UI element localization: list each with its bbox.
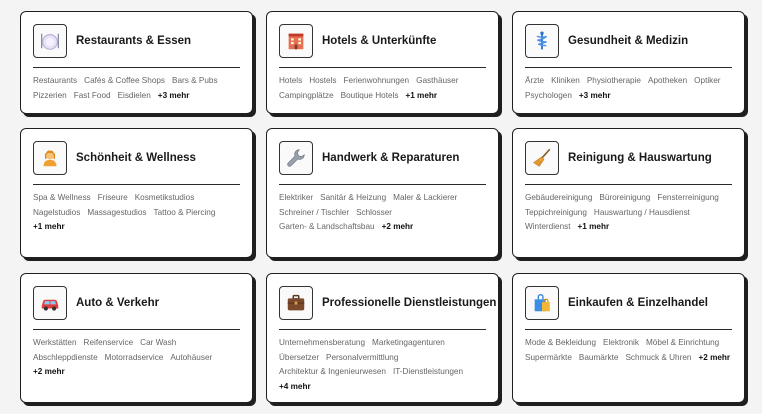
tag-list bbox=[33, 193, 240, 232]
card-title: Professionelle Dienstleistungen bbox=[322, 297, 497, 309]
subcategory-link[interactable]: Reifenservice bbox=[83, 338, 134, 347]
subcategory-link[interactable]: Schreiner / Tischler bbox=[279, 207, 350, 217]
medical-caduceus-icon bbox=[525, 24, 559, 58]
divider bbox=[33, 67, 240, 68]
card-header bbox=[33, 24, 240, 58]
briefcase-icon bbox=[279, 286, 313, 320]
divider bbox=[525, 67, 732, 68]
subcategory-link[interactable]: Bars & Pubs bbox=[172, 76, 218, 85]
person-beauty-icon bbox=[33, 141, 67, 175]
subcategory-link[interactable]: Optiker bbox=[694, 76, 721, 85]
tag-list bbox=[525, 76, 732, 100]
subcategory-link[interactable]: Ärzte bbox=[525, 76, 545, 85]
subcategory-link[interactable]: Cafés & Coffee Shops bbox=[84, 76, 166, 85]
subcategory-link[interactable]: Unternehmensberatung bbox=[279, 338, 366, 347]
subcategory-link[interactable]: Elektronik bbox=[603, 338, 639, 347]
subcategory-link[interactable]: Motorradservice bbox=[104, 352, 164, 362]
card-header bbox=[33, 286, 240, 320]
tag-list bbox=[279, 193, 486, 232]
subcategory-link[interactable]: Schlosser bbox=[356, 207, 393, 217]
subcategory-link[interactable]: Fensterreinigung bbox=[657, 193, 719, 202]
subcategory-link[interactable]: Psychologen bbox=[525, 90, 572, 100]
subcategory-link[interactable]: Übersetzer bbox=[279, 352, 320, 362]
card-title: Einkaufen & Einzelhandel bbox=[568, 297, 708, 309]
card-title: Gesundheit & Medizin bbox=[568, 35, 689, 47]
wrench-icon bbox=[279, 141, 313, 175]
subcategory-link[interactable]: Eisdielen bbox=[117, 90, 151, 100]
subcategory-link[interactable]: Boutique Hotels bbox=[340, 90, 399, 100]
divider bbox=[525, 329, 732, 330]
card-title: Schönheit & Wellness bbox=[76, 152, 196, 164]
category-card-hotels[interactable] bbox=[266, 11, 499, 114]
subcategory-link[interactable]: Autohäuser bbox=[170, 352, 213, 362]
subcategory-link[interactable]: Gebäudereinigung bbox=[525, 193, 593, 202]
subcategory-link[interactable]: Spa & Wellness bbox=[33, 193, 91, 202]
category-card-gesundheit[interactable] bbox=[512, 11, 745, 114]
card-title: Hotels & Unterkünfte bbox=[322, 35, 437, 47]
subcategory-link[interactable]: Mode & Bekleidung bbox=[525, 338, 597, 347]
more-link[interactable]: +2 mehr bbox=[33, 367, 65, 376]
card-header bbox=[525, 141, 732, 175]
subcategory-link[interactable]: Maler & Lackierer bbox=[393, 193, 458, 202]
subcategory-link[interactable]: Abschleppdienste bbox=[33, 352, 98, 362]
subcategory-link[interactable]: Supermärkte bbox=[525, 352, 572, 362]
subcategory-link[interactable]: Teppichreinigung bbox=[525, 207, 587, 217]
shopping-bags-icon bbox=[525, 286, 559, 320]
divider bbox=[33, 184, 240, 185]
card-header bbox=[279, 24, 486, 58]
divider bbox=[279, 329, 486, 330]
card-title: Restaurants & Essen bbox=[76, 35, 192, 47]
tag-list bbox=[33, 338, 240, 377]
subcategory-link[interactable]: Hostels bbox=[309, 76, 337, 85]
card-header bbox=[279, 286, 497, 320]
card-header bbox=[279, 141, 486, 175]
subcategory-link[interactable]: Kosmetikstudios bbox=[134, 193, 195, 202]
category-card-handwerk[interactable] bbox=[266, 128, 499, 258]
divider bbox=[279, 67, 486, 68]
subcategory-link[interactable]: Friseure bbox=[97, 193, 128, 202]
category-card-auto[interactable] bbox=[20, 273, 253, 403]
subcategory-link[interactable]: Winterdienst bbox=[525, 222, 571, 231]
tag-list bbox=[525, 338, 732, 362]
subcategory-link[interactable]: Garten- & Landschaftsbau bbox=[279, 222, 375, 231]
more-link[interactable]: +1 mehr bbox=[577, 222, 610, 231]
more-link[interactable]: +4 mehr bbox=[279, 381, 311, 391]
subcategory-link[interactable]: Tattoo & Piercing bbox=[153, 207, 216, 217]
subcategory-link[interactable]: Architektur & Ingenieurwesen bbox=[279, 367, 386, 376]
subcategory-link[interactable]: Hotels bbox=[279, 76, 303, 85]
card-title: Auto & Verkehr bbox=[76, 297, 160, 309]
more-link[interactable]: +2 mehr bbox=[381, 222, 414, 231]
subcategory-link[interactable]: Möbel & Einrichtung bbox=[645, 338, 720, 347]
tag-list bbox=[279, 338, 486, 391]
subcategory-link[interactable]: Sanitär & Heizung bbox=[320, 193, 387, 202]
broom-icon bbox=[525, 141, 559, 175]
card-header bbox=[525, 286, 732, 320]
subcategory-link[interactable]: Physiotherapie bbox=[586, 76, 641, 85]
subcategory-link[interactable]: Personalvermittlung bbox=[326, 352, 399, 362]
more-link[interactable]: +2 mehr bbox=[698, 352, 731, 362]
more-link[interactable]: +1 mehr bbox=[33, 222, 65, 231]
tag-list bbox=[279, 76, 486, 100]
divider bbox=[525, 184, 732, 185]
category-card-einkaufen[interactable] bbox=[512, 273, 745, 403]
subcategory-link[interactable]: Büroreinigung bbox=[599, 193, 651, 202]
tag-list bbox=[33, 76, 240, 100]
card-header bbox=[525, 24, 732, 58]
subcategory-link[interactable]: Nagelstudios bbox=[33, 207, 81, 217]
more-link[interactable]: +1 mehr bbox=[405, 90, 438, 100]
hotel-building-icon bbox=[279, 24, 313, 58]
subcategory-link[interactable]: Car Wash bbox=[140, 338, 177, 347]
subcategory-link[interactable]: Restaurants bbox=[33, 76, 78, 85]
subcategory-link[interactable]: Ferienwohnungen bbox=[343, 76, 410, 85]
subcategory-link[interactable]: Baumärkte bbox=[578, 352, 619, 362]
subcategory-link[interactable]: Elektriker bbox=[279, 193, 314, 202]
subcategory-link[interactable]: Kliniken bbox=[551, 76, 580, 85]
tag-list bbox=[525, 193, 732, 232]
subcategory-link[interactable]: IT-Dienstleistungen bbox=[392, 367, 464, 376]
category-card-schoenheit[interactable] bbox=[20, 128, 253, 258]
car-icon bbox=[33, 286, 67, 320]
subcategory-link[interactable]: Massagestudios bbox=[87, 207, 147, 217]
divider bbox=[33, 329, 240, 330]
subcategory-link[interactable]: Apotheken bbox=[647, 76, 688, 85]
subcategory-link[interactable]: Campingplätze bbox=[279, 90, 334, 100]
card-title: Reinigung & Hauswartung bbox=[568, 152, 712, 164]
category-card-dienstleistungen[interactable] bbox=[266, 273, 499, 403]
subcategory-link[interactable]: Schmuck & Uhren bbox=[625, 352, 692, 362]
subcategory-link[interactable]: Gasthäuser bbox=[416, 76, 459, 85]
category-card-restaurants[interactable] bbox=[20, 11, 253, 114]
card-header bbox=[33, 141, 240, 175]
subcategory-link[interactable]: Fast Food bbox=[73, 90, 111, 100]
divider bbox=[279, 184, 486, 185]
category-card-reinigung[interactable] bbox=[512, 128, 745, 258]
subcategory-link[interactable]: Pizzerien bbox=[33, 90, 67, 100]
more-link[interactable]: +3 mehr bbox=[157, 90, 190, 100]
subcategory-link[interactable]: Werkstätten bbox=[33, 338, 77, 347]
subcategory-link[interactable]: Marketingagenturen bbox=[372, 338, 445, 347]
subcategory-link[interactable]: Hauswartung / Hausdienst bbox=[593, 207, 690, 217]
more-link[interactable]: +3 mehr bbox=[578, 90, 611, 100]
card-title: Handwerk & Reparaturen bbox=[322, 152, 460, 164]
plate-cutlery-icon bbox=[33, 24, 67, 58]
